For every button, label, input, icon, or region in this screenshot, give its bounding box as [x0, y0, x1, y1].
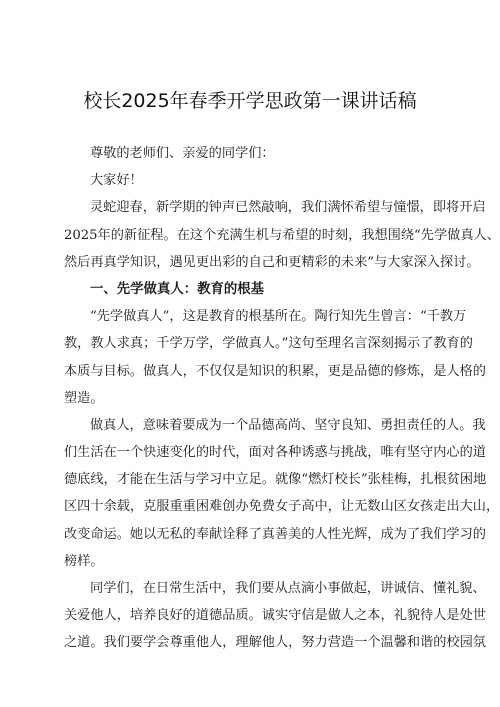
paragraph-line: 德底线，才能在生活与学习中立足。就像“燃灯校长”张桂梅，扎根贫困地	[64, 472, 487, 488]
greeting-line: 尊敬的老师们、亲爱的同学们：	[90, 146, 275, 161]
paragraph-line: 之道。我们要学会尊重他人，理解他人，努力营造一个温馨和谐的校园氛	[64, 635, 486, 651]
section-heading: 一、先学做真人：教育的根基	[90, 281, 265, 297]
document-title: 校长2025年春季开学思政第一课讲话稿	[83, 90, 417, 112]
paragraph-line: 同学们，在日常生活中，我们要从点滴小事做起，讲诚信、懂礼貌、	[90, 581, 486, 596]
paragraph-line: 改变命运。她以无私的奉献诠释了真善美的人性光辉，成为了我们学习的	[64, 526, 486, 542]
hello-line: 大家好！	[90, 173, 143, 189]
intro-line: 然后再真学知识，遇见更出彩的自己和更精彩的未来”与大家深入探讨。	[64, 254, 480, 270]
paragraph-line: 本质与目标。做真人，不仅仅是知识的积累，更是品德的修炼，是人格的	[64, 363, 486, 379]
paragraph-line: 做真人，意味着要成为一个品德高尚、坚守良知、勇担责任的人。我	[90, 417, 486, 433]
intro-line: 灵蛇迎春，新学期的钟声已然敲响，我们满怀希望与憧憬，即将开启	[90, 200, 486, 216]
paragraph-line: 塑造。	[64, 390, 104, 406]
paragraph-line: 教，教人求真；千学万学，学做真人。”这句至理名言深刻揭示了教育的	[64, 336, 473, 352]
document-body	[64, 140, 500, 657]
paragraph-line: “先学做真人”，这是教育的根基所在。陶行知先生曾言：“千教万	[90, 309, 467, 325]
paragraph-line: 区四十余载，克服重重困难创办免费女子高中，让无数山区女孩走出大山，	[64, 499, 500, 515]
intro-line: 2025年的新征程。在这个充满生机与希望的时刻，我想围绕“先学做真人、	[64, 227, 500, 243]
paragraph-line: 榜样。	[64, 553, 104, 569]
paragraph-line: 关爱他人，培养良好的道德品质。诚实守信是做人之本，礼貌待人是处世	[64, 608, 486, 624]
paragraph-line: 们生活在一个快速变化的时代，面对各种诱惑与挑战，唯有坚守内心的道	[64, 445, 486, 461]
